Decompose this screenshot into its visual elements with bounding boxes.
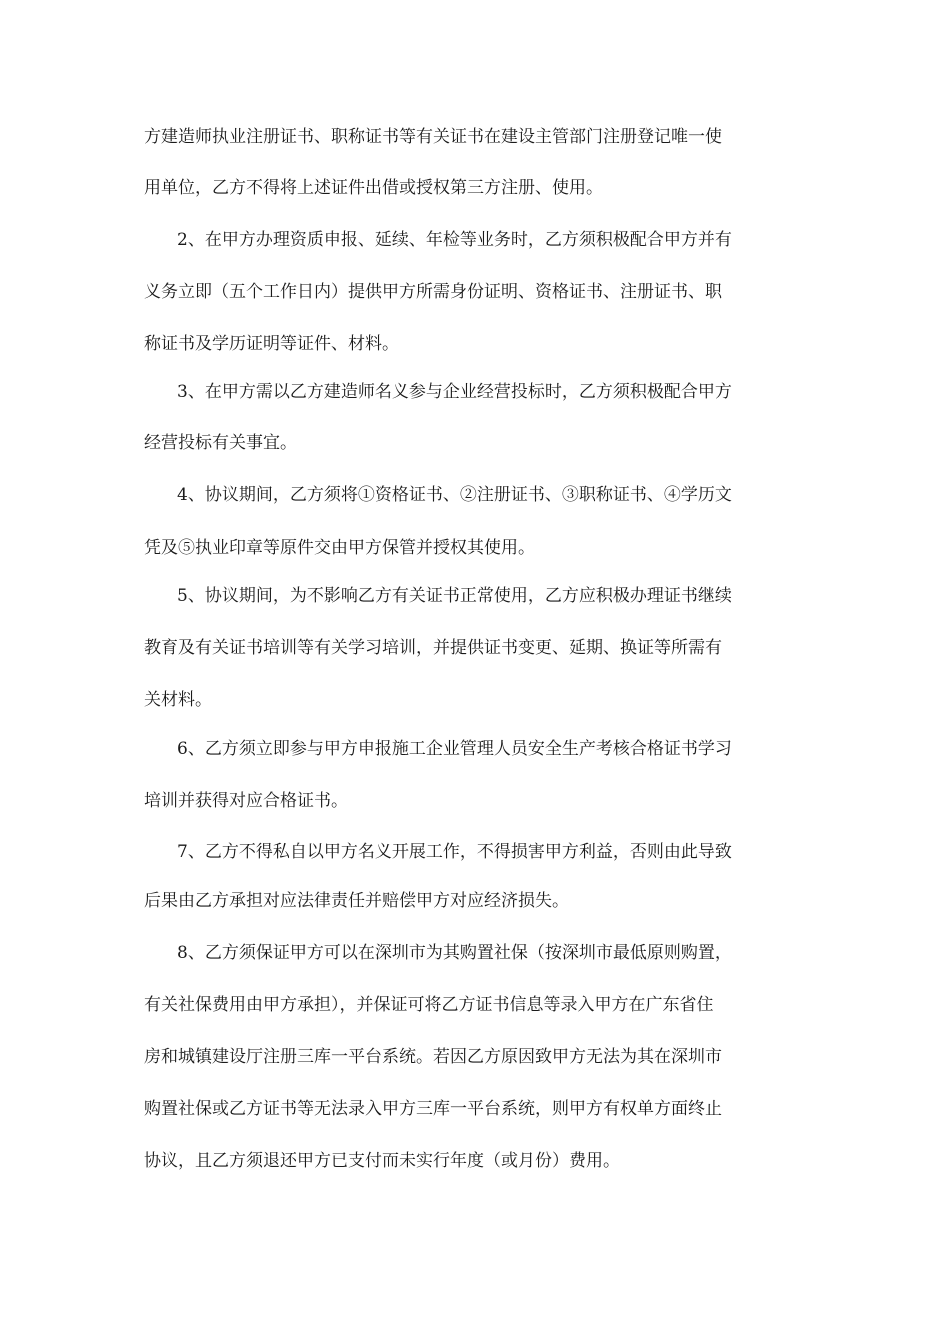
paragraph-line: 教育及有关证书培训等有关学习培训，并提供证书变更、延期、换证等所需有 xyxy=(144,638,722,658)
paragraph-line: 协议，且乙方须退还甲方已支付而未实行年度（或月份）费用。 xyxy=(144,1151,620,1171)
paragraph-line: 7、乙方不得私自以甲方名义开展工作，不得损害甲方利益，否则由此导致 xyxy=(177,842,732,862)
paragraph-line: 用单位，乙方不得将上述证件出借或授权第三方注册、使用。 xyxy=(144,178,603,198)
paragraph-line: 3、在甲方需以乙方建造师名义参与企业经营投标时，乙方须积极配合甲方 xyxy=(177,382,732,402)
paragraph-line: 房和城镇建设厅注册三库一平台系统。若因乙方原因致甲方无法为其在深圳市 xyxy=(144,1047,722,1067)
paragraph-line: 5、协议期间，为不影响乙方有关证书正常使用，乙方应积极办理证书继续 xyxy=(177,586,732,606)
paragraph-line: 凭及⑤执业印章等原件交由甲方保管并授权其使用。 xyxy=(144,538,535,558)
paragraph-line: 购置社保或乙方证书等无法录入甲方三库一平台系统，则甲方有权单方面终止 xyxy=(144,1099,722,1119)
paragraph-line: 4、协议期间，乙方须将①资格证书、②注册证书、③职称证书、④学历文 xyxy=(177,485,732,505)
paragraph-line: 培训并获得对应合格证书。 xyxy=(144,791,348,811)
paragraph-line: 义务立即（五个工作日内）提供甲方所需身份证明、资格证书、注册证书、职 xyxy=(144,282,722,302)
paragraph-line: 有关社保费用由甲方承担），并保证可将乙方证书信息等录入甲方在广东省住 xyxy=(144,995,714,1015)
paragraph-line: 8、乙方须保证甲方可以在深圳市为其购置社保（按深圳市最低原则购置， xyxy=(177,943,732,963)
paragraph-line: 6、乙方须立即参与甲方申报施工企业管理人员安全生产考核合格证书学习 xyxy=(177,739,732,759)
paragraph-line: 2、在甲方办理资质申报、延续、年检等业务时，乙方须积极配合甲方并有 xyxy=(177,230,732,250)
paragraph-line: 关材料。 xyxy=(144,690,212,710)
paragraph-line: 后果由乙方承担对应法律责任并赔偿甲方对应经济损失。 xyxy=(144,891,569,911)
paragraph-line: 称证书及学历证明等证件、材料。 xyxy=(144,334,399,354)
paragraph-line: 经营投标有关事宜。 xyxy=(144,433,297,453)
paragraph-line: 方建造师执业注册证书、职称证书等有关证书在建设主管部门注册登记唯一使 xyxy=(144,127,722,147)
